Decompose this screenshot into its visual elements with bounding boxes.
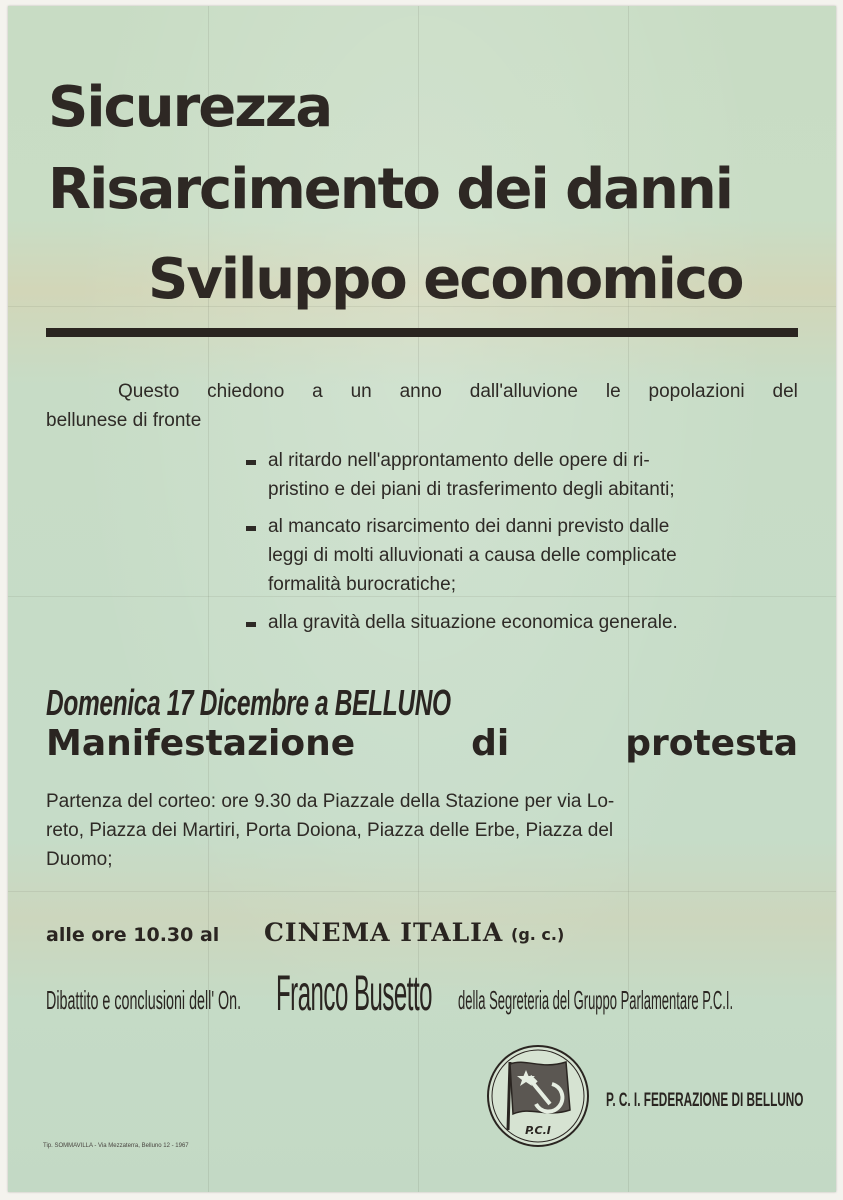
bullet-2-line-2: leggi di molti alluvionati a causa delle complicate [268, 545, 677, 566]
paper-fold [8, 891, 836, 892]
speaker-role: della Segreteria del Gruppo Parlamentare P.C.I. [458, 985, 734, 1015]
event-title: Manifestazione di protesta [46, 723, 798, 764]
bullet-dash [246, 622, 256, 627]
route-line-3: Duomo; [46, 849, 113, 870]
intro-line-1: Questo chiedono a un anno dall'alluvione le popolazioni del [118, 381, 798, 402]
event-venue-note: (g. c.) [511, 925, 565, 944]
bullet-3-line-1: alla gravità della situazione economica generale. [268, 612, 678, 633]
intro-line-2: bellunese di fronte [46, 410, 202, 431]
debate-prefix: Dibattito e conclusioni dell' On. [46, 985, 242, 1015]
bullet-1-line-2: pristino e dei piani di trasferimento degli abitanti; [268, 479, 675, 500]
route-line-2: reto, Piazza dei Martiri, Porta Doiona, Piazza delle Erbe, Piazza del [46, 820, 614, 841]
headline-line-3: Sviluppo economico [148, 247, 743, 312]
event-time: alle ore 10.30 al [46, 924, 220, 946]
bullet-dash [246, 526, 256, 531]
pci-logo [486, 1044, 590, 1148]
headline-rule [46, 328, 798, 337]
headline-line-2: Risarcimento dei danni [48, 157, 732, 222]
bullet-dash [246, 460, 256, 465]
organization: P. C. I. FEDERAZIONE DI BELLUNO [606, 1090, 804, 1111]
bullet-2-line-3: formalità burocratiche; [268, 574, 456, 595]
headline-line-1: Sicurezza [48, 75, 332, 140]
route-line-1: Partenza del corteo: ore 9.30 da Piazzale della Stazione per via Lo- [46, 791, 615, 812]
poster [8, 6, 836, 1192]
printer-credit: Tip. SOMMAVILLA - Via Mezzaterra, Belluno 12 - 1967 [43, 1143, 189, 1149]
event-date-line: Domenica 17 Dicembre a BELLUNO [46, 682, 451, 723]
bullet-1-line-1: al ritardo nell'approntamento delle opere di ri- [268, 450, 650, 471]
logo-text: P.C.I [525, 1124, 551, 1137]
bullet-2-line-1: al mancato risarcimento dei danni previsto dalle [268, 516, 670, 537]
event-venue: CINEMA ITALIA [264, 918, 504, 947]
speaker-name: Franco Busetto [276, 965, 433, 1021]
